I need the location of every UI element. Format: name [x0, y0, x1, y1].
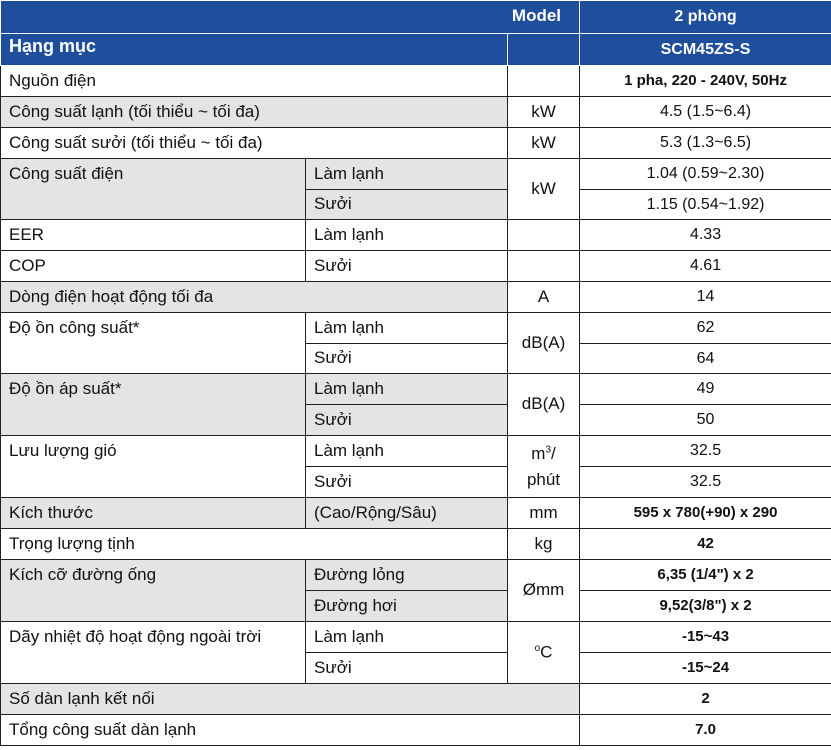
- pipe-size-sub-liquid: Đường lỏng: [306, 560, 508, 591]
- sound-power-unit: dB(A): [508, 313, 580, 374]
- outdoor-temp-sub-cool: Làm lạnh: [306, 622, 508, 653]
- airflow-sub-cool: Làm lạnh: [306, 436, 508, 467]
- cooling-capacity-label: Công suất lạnh (tối thiểu ~ tối đa): [1, 97, 508, 128]
- net-weight-value: 42: [580, 529, 831, 560]
- indoor-capacity-label: Tổng công suất dàn lạnh: [1, 715, 580, 746]
- cop-unit: [508, 251, 580, 282]
- heating-capacity-value: 5.3 (1.3~6.5): [580, 128, 831, 159]
- pipe-size-value-gas: 9,52(3/8") x 2: [580, 591, 831, 622]
- indoor-capacity-value: 7.0: [580, 715, 831, 746]
- power-input-unit: kW: [508, 159, 580, 220]
- net-weight-unit: kg: [508, 529, 580, 560]
- dimensions-value: 595 x 780(+90) x 290: [580, 498, 831, 529]
- max-current-label: Dòng điện hoạt động tối đa: [1, 282, 508, 313]
- outdoor-temp-label: Dãy nhiệt độ hoạt động ngoài trời: [1, 622, 306, 684]
- airflow-unit: [508, 436, 580, 498]
- power-supply-label: Nguồn điện: [1, 66, 508, 97]
- dimensions-label: Kích thước: [1, 498, 306, 529]
- cooling-capacity-value: 4.5 (1.5~6.4): [580, 97, 831, 128]
- model-header: Model: [1, 1, 580, 34]
- power-input-value-cool: 1.04 (0.59~2.30): [580, 159, 831, 190]
- airflow-unit-sup: 3: [545, 444, 552, 456]
- power-input-value-heat: 1.15 (0.54~1.92): [580, 190, 831, 220]
- sound-power-label: Độ ồn công suất*: [1, 313, 306, 374]
- pipe-size-value-liquid: 6,35 (1/4") x 2: [580, 560, 831, 591]
- indoor-count-label: Số dàn lạnh kết nối: [1, 684, 580, 715]
- outdoor-temp-unit-sup: o: [534, 642, 541, 654]
- sound-power-value-cool: 62: [580, 313, 831, 344]
- sound-pressure-value-heat: 50: [580, 405, 831, 436]
- sound-pressure-unit: dB(A): [508, 374, 580, 436]
- eer-sub: Làm lạnh: [306, 220, 508, 251]
- airflow-sub-heat: Sưởi: [306, 467, 508, 498]
- max-current-unit: A: [508, 282, 580, 313]
- power-input-label: Công suất điện: [1, 159, 306, 220]
- sound-power-value-heat: 64: [580, 344, 831, 374]
- airflow-unit-suffix: /: [551, 444, 556, 463]
- outdoor-temp-unit-base: C: [540, 642, 553, 662]
- airflow-label: Lưu lượng gió: [1, 436, 306, 498]
- heating-capacity-label: Công suất sưởi (tối thiểu ~ tối đa): [1, 128, 508, 159]
- outdoor-temp-value-heat: -15~24: [580, 653, 831, 684]
- sound-power-sub-cool: Làm lạnh: [306, 313, 508, 344]
- airflow-value-heat: 32.5: [580, 467, 831, 498]
- dimensions-unit: mm: [508, 498, 580, 529]
- power-input-sub-cool: Làm lạnh: [306, 159, 508, 190]
- eer-label: EER: [1, 220, 306, 251]
- heating-capacity-unit: kW: [508, 128, 580, 159]
- power-input-sub-heat: Sưởi: [306, 190, 508, 220]
- sound-pressure-label: Độ ồn áp suất*: [1, 374, 306, 436]
- max-current-value: 14: [580, 282, 831, 313]
- category-header: Hạng mục: [1, 34, 508, 66]
- dimensions-sub: (Cao/Rộng/Sâu): [306, 498, 508, 529]
- sound-pressure-sub-cool: Làm lạnh: [306, 374, 508, 405]
- eer-value: 4.33: [580, 220, 831, 251]
- pipe-size-label: Kích cỡ đường ống: [1, 560, 306, 622]
- outdoor-temp-unit: [508, 622, 580, 684]
- cooling-capacity-unit: kW: [508, 97, 580, 128]
- model-code-header: SCM45ZS-S: [580, 34, 831, 66]
- eer-unit: [508, 220, 580, 251]
- cop-sub: Sưởi: [306, 251, 508, 282]
- airflow-value-cool: 32.5: [580, 436, 831, 467]
- sound-power-sub-heat: Sưởi: [306, 344, 508, 374]
- airflow-unit-line2: phút: [526, 469, 561, 489]
- sound-pressure-sub-heat: Sưởi: [306, 405, 508, 436]
- power-supply-value: 1 pha, 220 - 240V, 50Hz: [580, 66, 831, 97]
- outdoor-temp-value-cool: -15~43: [580, 622, 831, 653]
- airflow-unit-base: m: [531, 444, 546, 463]
- power-supply-unit: [508, 66, 580, 97]
- indoor-count-value: 2: [580, 684, 831, 715]
- cop-label: COP: [1, 251, 306, 282]
- net-weight-label: Trọng lượng tịnh: [1, 529, 508, 560]
- pipe-size-unit: Ømm: [508, 560, 580, 622]
- cop-value: 4.61: [580, 251, 831, 282]
- unit-header: [508, 34, 580, 66]
- sound-pressure-value-cool: 49: [580, 374, 831, 405]
- outdoor-temp-sub-heat: Sưởi: [306, 653, 508, 684]
- pipe-size-sub-gas: Đường hơi: [306, 591, 508, 622]
- rooms-header: 2 phòng: [580, 1, 831, 34]
